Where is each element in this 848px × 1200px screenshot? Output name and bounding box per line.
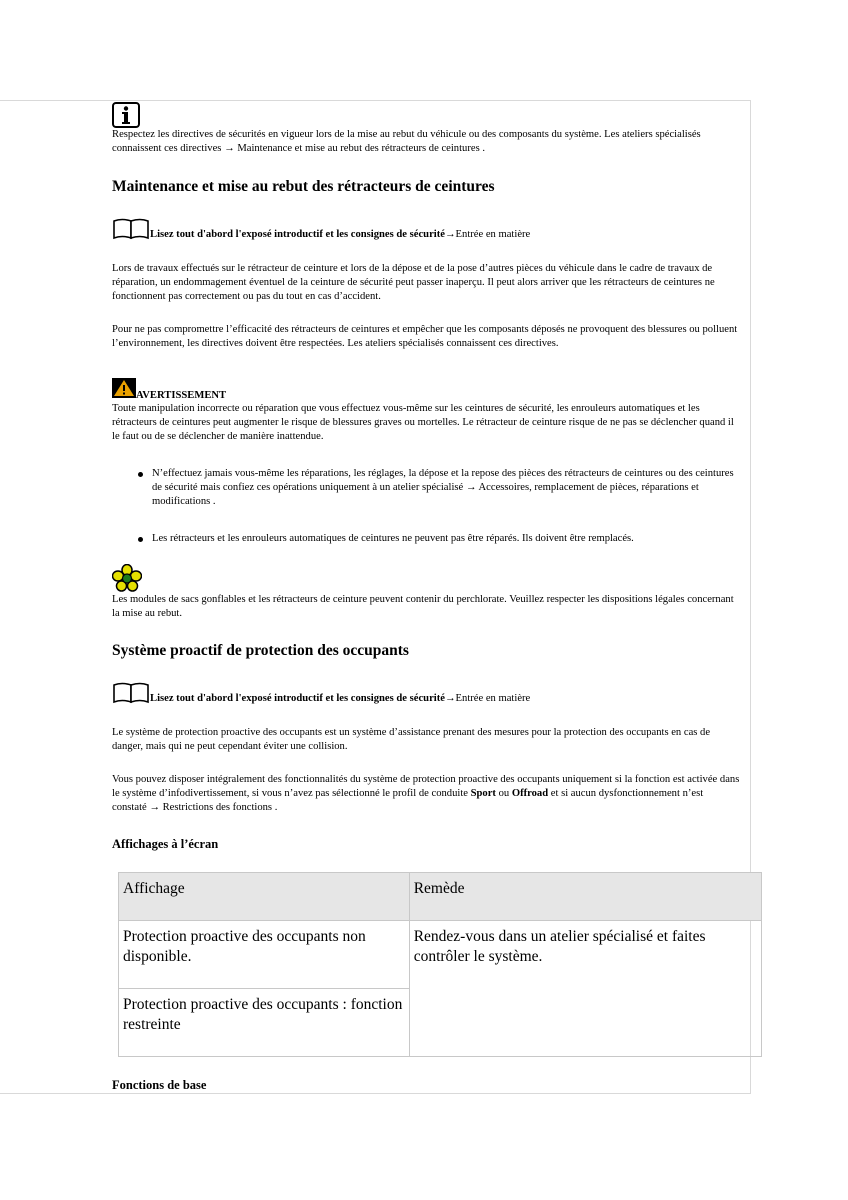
read-first-bold-2: Lisez tout d'abord l'exposé introductif et les consignes de sécurité	[150, 693, 445, 704]
info-icon	[112, 102, 140, 128]
read-first-bold: Lisez tout d'abord l'exposé introductif et les consignes de sécurité	[150, 229, 445, 240]
subheading-display: Affichages à l’écran	[112, 837, 219, 851]
read-first-line	[112, 218, 530, 240]
table-cell-display: Protection proactive des occupants : fonction restreinte	[119, 989, 410, 1057]
warning-title: AVERTISSEMENT	[136, 390, 227, 401]
table-header-row	[119, 873, 762, 921]
display-table	[118, 872, 762, 1057]
warning-icon	[112, 378, 136, 403]
subheading-basic-functions: Fonctions de base	[112, 1078, 207, 1092]
warning-text: Toute manipulation incorrecte ou réparation que vous effectuez vous-même sur les ceintures de sécurité, les enrouleurs automatiques et les rétracteurs de ceintures peut augmenter le risque de blessures graves ou mortelles. Le rétracteur de ceinture risque de ne pas se déclencher quand il le faut ou de se déclencher de manière inattendue.	[112, 403, 734, 442]
read-first-line-2	[112, 682, 530, 704]
offroad-label: Offroad	[511, 788, 549, 799]
proactive-paragraph-1: Le système de protection proactive des occupants est un système d’assistance prenant des mesures pour la protection des occupants en cas de danger, mais qui ne peut cependant éviter une collision.	[112, 727, 711, 752]
maintenance-paragraph-1: Lors de travaux effectués sur le rétracteur de ceinture et lors de la dépose et de la pose d’autres pièces du véhicule dans le cadre de travaux de réparation, un endommagement éventuel de la ceinture de sécurité peut passer inaperçu. Il peut alors arriver que les rétracteurs de ceintures ne fonctionnent pas correctement ou pas du tout en cas d’accident.	[112, 263, 715, 302]
section-title-proactive: Système proactif de protection des occupants	[112, 642, 409, 659]
maintenance-paragraph-2: Pour ne pas compromettre l’efficacité des rétracteurs de ceintures et empêcher que les composants déposés ne provoquent des blessures ou polluent l’environnement, les directives doivent être respectées. Les ateliers spécialisés connaissent ces directives.	[112, 324, 738, 349]
table-cell-display: Protection proactive des occupants non disponible.	[119, 921, 410, 989]
warning-bullets	[112, 467, 740, 509]
table-row	[119, 921, 762, 989]
section-title-maintenance: Maintenance et mise au rebut des rétracteurs de ceintures	[112, 178, 495, 195]
list-item: N’effectuez jamais vous-même les réparations, les réglages, la dépose et la repose des pièces des rétracteurs de ceintures ou des ceintures de sécurité mais confiez ces opérations uniquement à un atelier spécialisé → Accessoires, remplacement de pièces, réparations et modifications .	[112, 467, 740, 509]
info-note-text: Respectez les directives de sécurités en vigueur lors de la mise au rebut du véhicule ou des composants du système. Les ateliers spécialisés connaissent ces directives → Maintenance et mise au rebut des rétracteurs de ceintures .	[112, 129, 701, 154]
table-header-display: Affichage	[119, 873, 410, 921]
sport-label: Sport	[470, 788, 496, 799]
proactive-paragraph-2: Vous pouvez disposer intégralement des fonctionnalités du système de protection proactive des occupants uniquement si la fonction est activée dans le système d’infodivertissement, si vous n’avez pas sélectionné le profil de conduite Sport ou Offroad et si aucun dysfonctionnement n’est constaté → Restrictions des fonctions .	[112, 774, 740, 813]
environment-flower-icon	[112, 564, 142, 592]
table-cell-remedy: Rendez-vous dans un atelier spécialisé et faites contrôler le système.	[409, 921, 761, 1057]
entry-link-2[interactable]: →Entrée en matière	[444, 693, 531, 704]
warning-bullets-2	[112, 532, 740, 546]
book-icon	[112, 218, 150, 240]
entry-link[interactable]: →Entrée en matière	[444, 229, 531, 240]
warning-header	[112, 378, 226, 403]
table-header-remedy: Remède	[409, 873, 761, 921]
list-item: Les rétracteurs et les enrouleurs automatiques de ceintures ne peuvent pas être réparés. Ils doivent être remplacés.	[112, 532, 740, 546]
environment-note-text: Les modules de sacs gonflables et les rétracteurs de ceinture peuvent contenir du perchlorate. Veuillez respecter les dispositions légales concernant la mise au rebut.	[112, 594, 734, 619]
book-icon	[112, 682, 150, 704]
